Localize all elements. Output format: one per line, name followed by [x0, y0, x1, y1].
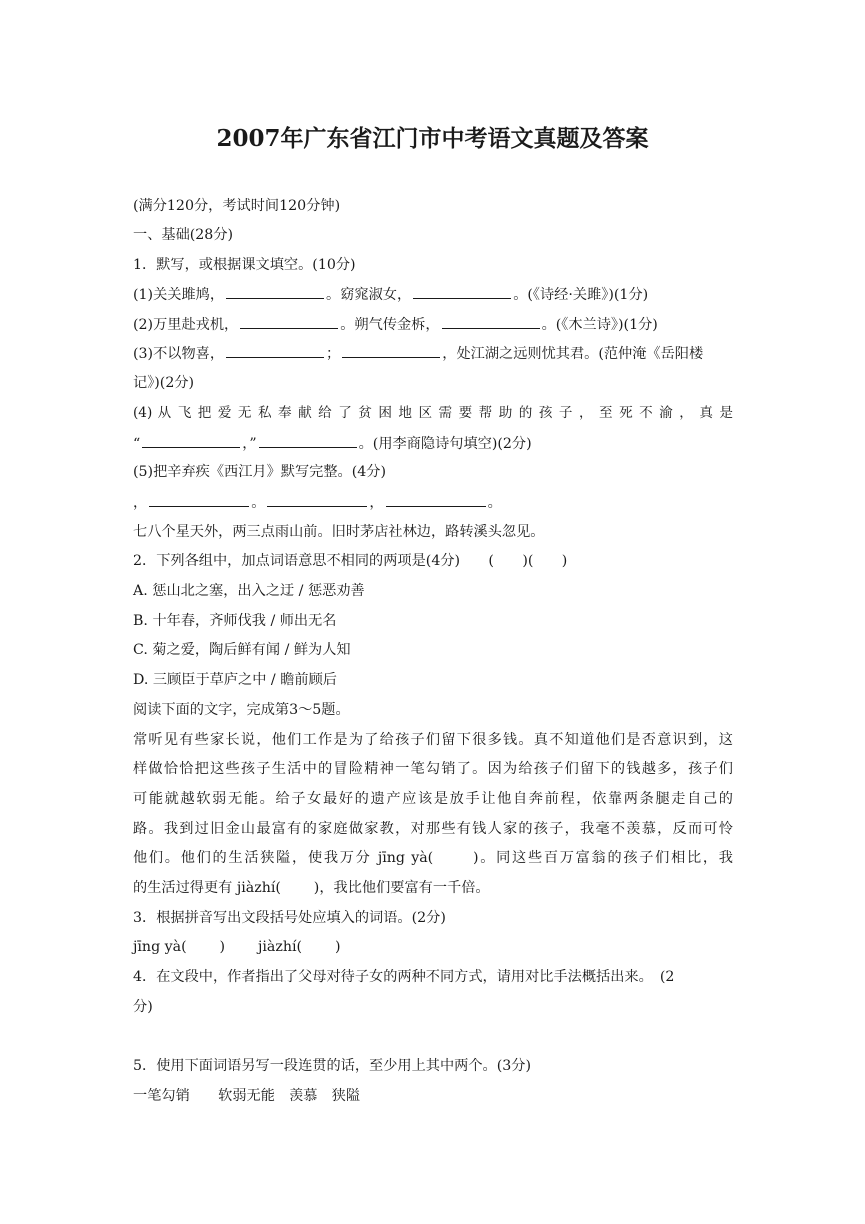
text-segment: 。(用李商隐诗句填空)(2分)	[358, 436, 532, 452]
fill-blank[interactable]	[267, 492, 367, 507]
question-3-stem: 3．根据拼音写出文段括号处应填入的词语。(2分)	[133, 910, 446, 926]
text-segment: 。窈窕淑女，	[326, 287, 412, 303]
text-segment: 。(《诗经·关雎》)(1分)	[513, 287, 649, 303]
question-1-item-1	[133, 284, 733, 305]
text-segment: ，”	[242, 436, 257, 452]
question-1-item-3	[133, 343, 733, 364]
fill-blank[interactable]	[142, 433, 240, 448]
question-1-item-5-blanks	[133, 492, 733, 513]
reading-paragraph-line: 常听见有些家长说，他们工作是为了给孩子们留下很多钱。真不知道他们是否意识到，这	[133, 732, 733, 748]
reading-paragraph-line: 路。我到过旧金山最富有的家庭做家教，对那些有钱人家的孩子，我毫不羡慕，反而可怜	[133, 821, 733, 837]
question-1-item-3-cont: 记》)(2分)	[133, 375, 195, 391]
fill-blank[interactable]	[149, 492, 249, 507]
reading-paragraph-line: 样做恰恰把这些孩子生活中的冒险精神一笔勾销了。因为给孩子们留下的钱越多，孩子们	[133, 761, 733, 777]
text-segment: ，	[133, 495, 148, 511]
question-3-answer: jīng yà( ) jiàzhí( )	[133, 939, 341, 955]
fill-blank[interactable]	[386, 492, 486, 507]
reading-paragraph-line: 他们。他们的生活狭隘，使我万分 jīng yà( )。同这些百万富翁的孩子们相比，我	[133, 850, 733, 866]
text-segment: ；	[326, 346, 341, 362]
question-5-words: 一笔勾销 软弱无能 羡慕 狭隘	[133, 1088, 361, 1104]
fill-blank[interactable]	[226, 284, 324, 299]
question-4-stem-cont: 分)	[133, 999, 153, 1015]
text-segment: (2)万里赴戎机，	[133, 317, 239, 333]
text-segment: ，处江湖之远则忧其君。(范仲淹《岳阳楼	[442, 346, 704, 362]
fill-blank[interactable]	[413, 284, 511, 299]
reading-paragraph-line: 可能就越软弱无能。给子女最好的遗产应该是放手让他自奔前程，依靠两条腿走自己的	[133, 791, 733, 807]
text-segment: 。朔气传金柝，	[340, 317, 440, 333]
fill-blank[interactable]	[240, 314, 338, 329]
question-1-item-2	[133, 314, 733, 335]
exam-meta: (满分120分，考试时间120分钟)	[133, 198, 341, 214]
fill-blank[interactable]	[442, 314, 540, 329]
question-1-item-5: (5)把辛弃疾《西江月》默写完整。(4分)	[133, 464, 387, 480]
text-segment: (1)关关雎鸠，	[133, 287, 225, 303]
text-segment: 。	[251, 495, 266, 511]
question-2-option-a: A. 惩山北之塞，出入之迂 / 惩恶劝善	[133, 583, 365, 599]
text-segment: “	[133, 436, 141, 452]
question-4-stem: 4．在文段中，作者指出了父母对待子女的两种不同方式，请用对比手法概括出来。 (2	[133, 969, 675, 985]
section-heading: 一、基础(28分)	[133, 227, 234, 243]
question-2-option-b: B. 十年春，齐师伐我 / 师出无名	[133, 613, 337, 629]
question-5-stem: 5．使用下面词语另写一段连贯的话，至少用上其中两个。(3分)	[133, 1058, 532, 1074]
document-title: 2007年广东省江门市中考语文真题及答案	[216, 125, 649, 152]
fill-blank[interactable]	[226, 343, 324, 358]
question-2-stem: 2．下列各组中，加点词语意思不相同的两项是(4分) ( )( )	[133, 553, 568, 569]
question-1-item-4: (4) 从 飞 把 爱 无 私 奉 献 给 了 贫 困 地 区 需 要 帮 助 的 孩 子 ， 至 死 不 渝 ， 真 是	[133, 405, 733, 421]
text-segment: ，	[369, 495, 384, 511]
question-1-stem: 1．默写，或根据课文填空。(10分)	[133, 257, 356, 273]
fill-blank[interactable]	[342, 343, 440, 358]
fill-blank[interactable]	[259, 433, 357, 448]
question-1-item-4-cont	[133, 433, 733, 454]
reading-intro: 阅读下面的文字，完成第3～5题。	[133, 702, 350, 718]
text-segment: 。(《木兰诗》)(1分)	[541, 317, 658, 333]
text-segment: (3)不以物喜，	[133, 346, 225, 362]
poem-line: 七八个星天外，两三点雨山前。旧时茅店社林边，路转溪头忽见。	[133, 524, 545, 540]
question-2-option-d: D. 三顾臣于草庐之中 / 瞻前顾后	[133, 672, 337, 688]
reading-paragraph-line: 的生活过得更有 jiàzhí( )，我比他们要富有一千倍。	[133, 880, 490, 896]
text-segment: 。	[487, 495, 502, 511]
question-2-option-c: C. 菊之爱，陶后鲜有闻 / 鲜为人知	[133, 642, 351, 658]
